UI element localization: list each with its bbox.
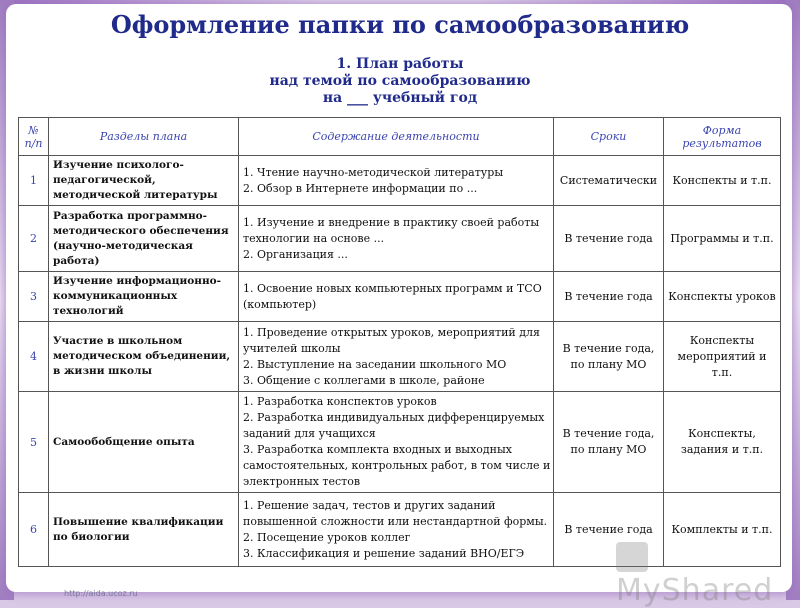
content-line: 1. Изучение и внедрение в практику своей работы: [243, 215, 540, 229]
subtitle-line-3: на ___ учебный год: [322, 90, 478, 106]
row-content: [239, 156, 554, 206]
header-section: Разделы плана: [49, 118, 239, 156]
row-num: 4: [19, 322, 49, 392]
content-line: 3. Общение с коллегами в школе, районе: [243, 373, 485, 387]
content-line: 3. Классификация и решение заданий ВНО/ЕГЭ: [243, 546, 525, 560]
content-line: электронных тестов: [243, 475, 361, 488]
row-form: Конспекты мероприятий и т.п.: [664, 322, 781, 392]
subtitle-line-2: над темой по самообразованию: [269, 73, 531, 89]
row-section: Изучение информационно-коммуникационных технологий: [49, 272, 239, 322]
content-line: 1. Проведение открытых уроков, мероприятий для: [243, 325, 540, 339]
content-line: повышенной сложности или нестандартной формы.: [243, 514, 548, 528]
row-term: В течение года: [554, 272, 664, 322]
row-form: Конспекты уроков: [664, 272, 781, 322]
row-num: 2: [19, 206, 49, 272]
row-section: Участие в школьном методическом объединении, в жизни школы: [49, 322, 239, 392]
footer-url: http://aida.ucoz.ru: [64, 589, 138, 598]
content-line: 1. Освоение новых компьютерных программ и ТСО: [243, 281, 542, 295]
row-content: [239, 493, 554, 567]
plan-subtitle: [0, 56, 800, 107]
content-line: самостоятельных, контрольных работ, в том числе и: [243, 459, 551, 472]
header-term: Сроки: [554, 118, 664, 156]
row-form: Программы и т.п.: [664, 206, 781, 272]
content-line: 2. Организация ...: [243, 247, 348, 261]
content-line: 1. Разработка конспектов уроков: [243, 395, 437, 408]
table-row: [19, 392, 781, 493]
table-row: [19, 272, 781, 322]
row-form: Комплекты и т.п.: [664, 493, 781, 567]
watermark-badge-icon: [616, 542, 648, 572]
row-term: Систематически: [554, 156, 664, 206]
row-section: Повышение квалификации по биологии: [49, 493, 239, 567]
content-line: учителей школы: [243, 341, 341, 355]
plan-table: [18, 117, 781, 567]
row-section: Самообобщение опыта: [49, 392, 239, 493]
row-content: [239, 322, 554, 392]
row-form: Конспекты и т.п.: [664, 156, 781, 206]
page-title: Оформление папки по самообразованию: [110, 10, 690, 39]
header-content: Содержание деятельности: [239, 118, 554, 156]
row-num: 3: [19, 272, 49, 322]
header-num: № п/п: [19, 118, 49, 156]
watermark-logo: [616, 538, 800, 608]
content-line: (компьютер): [243, 297, 317, 311]
row-term: В течение года, по плану МО: [554, 392, 664, 493]
row-form: Конспекты, задания и т.п.: [664, 392, 781, 493]
content-line: 1. Чтение научно-методической литературы: [243, 165, 504, 179]
row-content: [239, 272, 554, 322]
content-line: 2. Выступление на заседании школьного МО: [243, 357, 507, 371]
row-section: Изучение психолого-педагогической, методической литературы: [49, 156, 239, 206]
row-content: [239, 206, 554, 272]
table-row: [19, 206, 781, 272]
row-section: Разработка программно-методического обеспечения (научно-методическая работа): [49, 206, 239, 272]
content-line: технологии на основе ...: [243, 231, 385, 245]
content-line: 3. Разработка комплекта входных и выходных: [243, 443, 512, 456]
row-num: 5: [19, 392, 49, 493]
watermark-text: MyShared: [616, 573, 774, 608]
row-num: 6: [19, 493, 49, 567]
content-line: заданий для учащихся: [243, 427, 376, 440]
content-line: 2. Разработка индивидуальных дифференцируемых: [243, 411, 545, 424]
row-term: В течение года, по плану МО: [554, 322, 664, 392]
content-line: 2. Обзор в Интернете информации по ...: [243, 181, 478, 195]
subtitle-line-1: 1. План работы: [336, 56, 464, 72]
table-row: [19, 322, 781, 392]
header-form: Форма результатов: [664, 118, 781, 156]
row-term: В течение года: [554, 493, 664, 567]
content-line: 1. Решение задач, тестов и других заданий: [243, 498, 496, 512]
table-row: [19, 156, 781, 206]
row-num: 1: [19, 156, 49, 206]
row-content: [239, 392, 554, 493]
content-line: 2. Посещение уроков коллег: [243, 530, 411, 544]
table-header-row: [19, 118, 781, 156]
row-term: В течение года: [554, 206, 664, 272]
